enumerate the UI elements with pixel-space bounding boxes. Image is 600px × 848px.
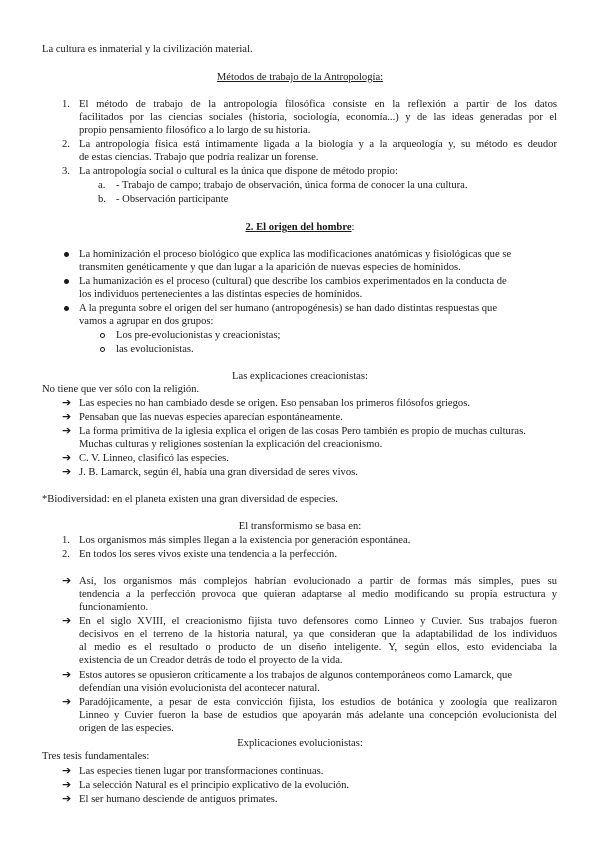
bullet-line: transmiten genéticamente y que dan lugar a la aparición de nuevas especies de homínidos. xyxy=(79,262,461,273)
arrow-icon: ➔ xyxy=(62,451,72,464)
bullet-dot xyxy=(64,252,69,257)
arrow-item-line: defendían una visión evolucionista del acontecer natural. xyxy=(79,683,320,694)
bullet-dot xyxy=(64,306,69,311)
origin-heading-colon: : xyxy=(351,222,355,233)
arrow-item-line: origen de las especies. xyxy=(79,723,174,734)
list-item-line: La antropología física está íntimamente ligada a la biología y a la arqueología y, su método es deudor xyxy=(79,139,557,150)
arrow-icon: ➔ xyxy=(62,574,72,587)
bullet-line: los individuos pertenecientes a las distintas especies de homínidos. xyxy=(79,289,363,300)
arrow-item-line: tendencia a la perfección provoca que quieran adaptarse al medio modificando su propia estructura y xyxy=(79,589,557,600)
list-number: 2. xyxy=(62,139,70,150)
arrow-icon: ➔ xyxy=(62,764,72,777)
arrow-item-line: En el siglo XVIII, el creacionismo fijista tuvo defensores como Linneo y Cuvier. Sus trabajos fueron xyxy=(79,616,557,627)
arrow-item-line: Muchas culturas y religiones sostenían la explicación del creacionismo. xyxy=(79,439,383,450)
methods-heading: Métodos de trabajo de la Antropología: xyxy=(216,72,384,83)
sublist-item: - Observación participante xyxy=(116,194,229,205)
origin-heading xyxy=(0,221,600,234)
list-number: 1. xyxy=(62,535,70,546)
sublist-letter: a. xyxy=(98,180,106,191)
arrow-item-line: La forma primitiva de la iglesia explica el origen de las cosas Pero también es propio de muchas culturas. xyxy=(79,426,526,437)
arrow-item-line: El ser humano desciende de antiguos primates. xyxy=(79,794,278,805)
evolution-intro: Tres tesis fundamentales: xyxy=(42,751,150,762)
list-item-line: de estas ciencias. Trabajo que podría realizar un forense. xyxy=(79,152,319,163)
origin-heading-text: 2. El origen del hombre xyxy=(245,222,352,233)
sub-bullet-circle xyxy=(100,347,105,352)
bullet-line: A la pregunta sobre el origen del ser humano (antropogénesis) se han dado distintas respuestas que xyxy=(79,303,498,314)
list-number: 3. xyxy=(62,166,70,177)
list-item-line: Los organismos más simples llegan a la existencia por generación espontánea. xyxy=(79,535,411,546)
arrow-item-line: funcionamiento. xyxy=(79,602,149,613)
arrow-icon: ➔ xyxy=(62,778,72,791)
arrow-item-line: decisivos en el terreno de la historia natural, ya que consideran que la adaptabilidad de los individuos xyxy=(79,629,557,640)
sub-bullet-line: las evolucionistas. xyxy=(116,344,194,355)
arrow-icon: ➔ xyxy=(62,465,72,478)
arrow-icon: ➔ xyxy=(62,695,72,708)
arrow-item-line: existencia de un Creador detrás de todo el proyecto de la vida. xyxy=(79,655,343,666)
arrow-item-line: Paradójicamente, a pesar de esta convicción fijista, los estudios de botánica y zoología que realizaron xyxy=(79,697,557,708)
list-item-line: En todos los seres vivos existe una tendencia a la perfección. xyxy=(79,549,337,560)
arrow-item-line: La selección Natural es el principio explicativo de la evolución. xyxy=(79,780,350,791)
arrow-item-line: al medio es el resultado o producto de un diseño inteligente. Y, según ellos, esto evidenciaba la xyxy=(79,642,557,653)
list-item-line: El método de trabajo de la antropología filosófica consiste en la reflexión a partir de los datos xyxy=(79,99,557,110)
sublist-letter: b. xyxy=(98,194,106,205)
biodiversity-note: *Biodiversidad: en el planeta existen una gran diversidad de especies. xyxy=(42,494,338,505)
arrow-icon: ➔ xyxy=(62,668,72,681)
sub-bullet-circle xyxy=(100,333,105,338)
creationist-heading: Las explicaciones creacionistas: xyxy=(232,371,368,382)
list-item-line: facilitados por las ciencias sociales (historia, sociología, economía...) y de las ideas generadas por el xyxy=(79,112,557,123)
arrow-icon: ➔ xyxy=(62,410,72,423)
list-item-line: propio pensamiento filosófico a lo largo de su historia. xyxy=(79,125,311,136)
transform-heading: El transformismo se basa en: xyxy=(238,521,362,532)
bullet-dot xyxy=(64,279,69,284)
arrow-item-line: Las especies tienen lugar por transformaciones continuas. xyxy=(79,766,324,777)
arrow-item-line: Linneo y Cuvier fueron la base de estudios que apoyarán más adelante una concepción evolucionista del xyxy=(79,710,557,721)
arrow-item-line: Pensaban que las nuevas especies aparecían espontáneamente. xyxy=(79,412,343,423)
bullet-line: La hominización el proceso biológico que explica las modificaciones anatómicas y fisiológicas que se xyxy=(79,249,512,260)
sub-bullet-line: Los pre-evolucionistas y creacionistas; xyxy=(116,330,281,341)
arrow-icon: ➔ xyxy=(62,424,72,437)
list-number: 1. xyxy=(62,99,70,110)
bullet-line: vamos a agrupar en dos grupos: xyxy=(79,316,214,327)
list-number: 2. xyxy=(62,549,70,560)
sublist-item: - Trabajo de campo; trabajo de observación, única forma de conocer la una cultura. xyxy=(116,180,468,191)
arrow-icon: ➔ xyxy=(62,614,72,627)
list-item-line: La antropología social o cultural es la única que dispone de método propio: xyxy=(79,166,398,177)
arrow-item-line: Así, los organismos más complejos habrían evolucionado a partir de formas más simples, pues su xyxy=(79,576,557,587)
arrow-item-line: C. V. Linneo, clasificó las especies. xyxy=(79,453,229,464)
evolution-heading: Explicaciones evolucionistas: xyxy=(237,738,363,749)
arrow-item-line: J. B. Lamarck, según él, había una gran diversidad de seres vivos. xyxy=(79,467,358,478)
arrow-icon: ➔ xyxy=(62,396,72,409)
arrow-item-line: Las especies no han cambiado desde se origen. Eso pensaban los primeros filósofos griegos. xyxy=(79,398,470,409)
arrow-item-line: Estos autores se opusieron críticamente a los trabajos de algunos contemporáneos como Lamarck, que xyxy=(79,670,513,681)
intro-line: La cultura es inmaterial y la civilización material. xyxy=(42,44,253,55)
creationist-intro: No tiene que ver sólo con la religión. xyxy=(42,384,200,395)
bullet-line: La humanización es el proceso (cultural) que describe los cambios experimentados en la conducta de xyxy=(79,276,507,287)
arrow-icon: ➔ xyxy=(62,792,72,805)
